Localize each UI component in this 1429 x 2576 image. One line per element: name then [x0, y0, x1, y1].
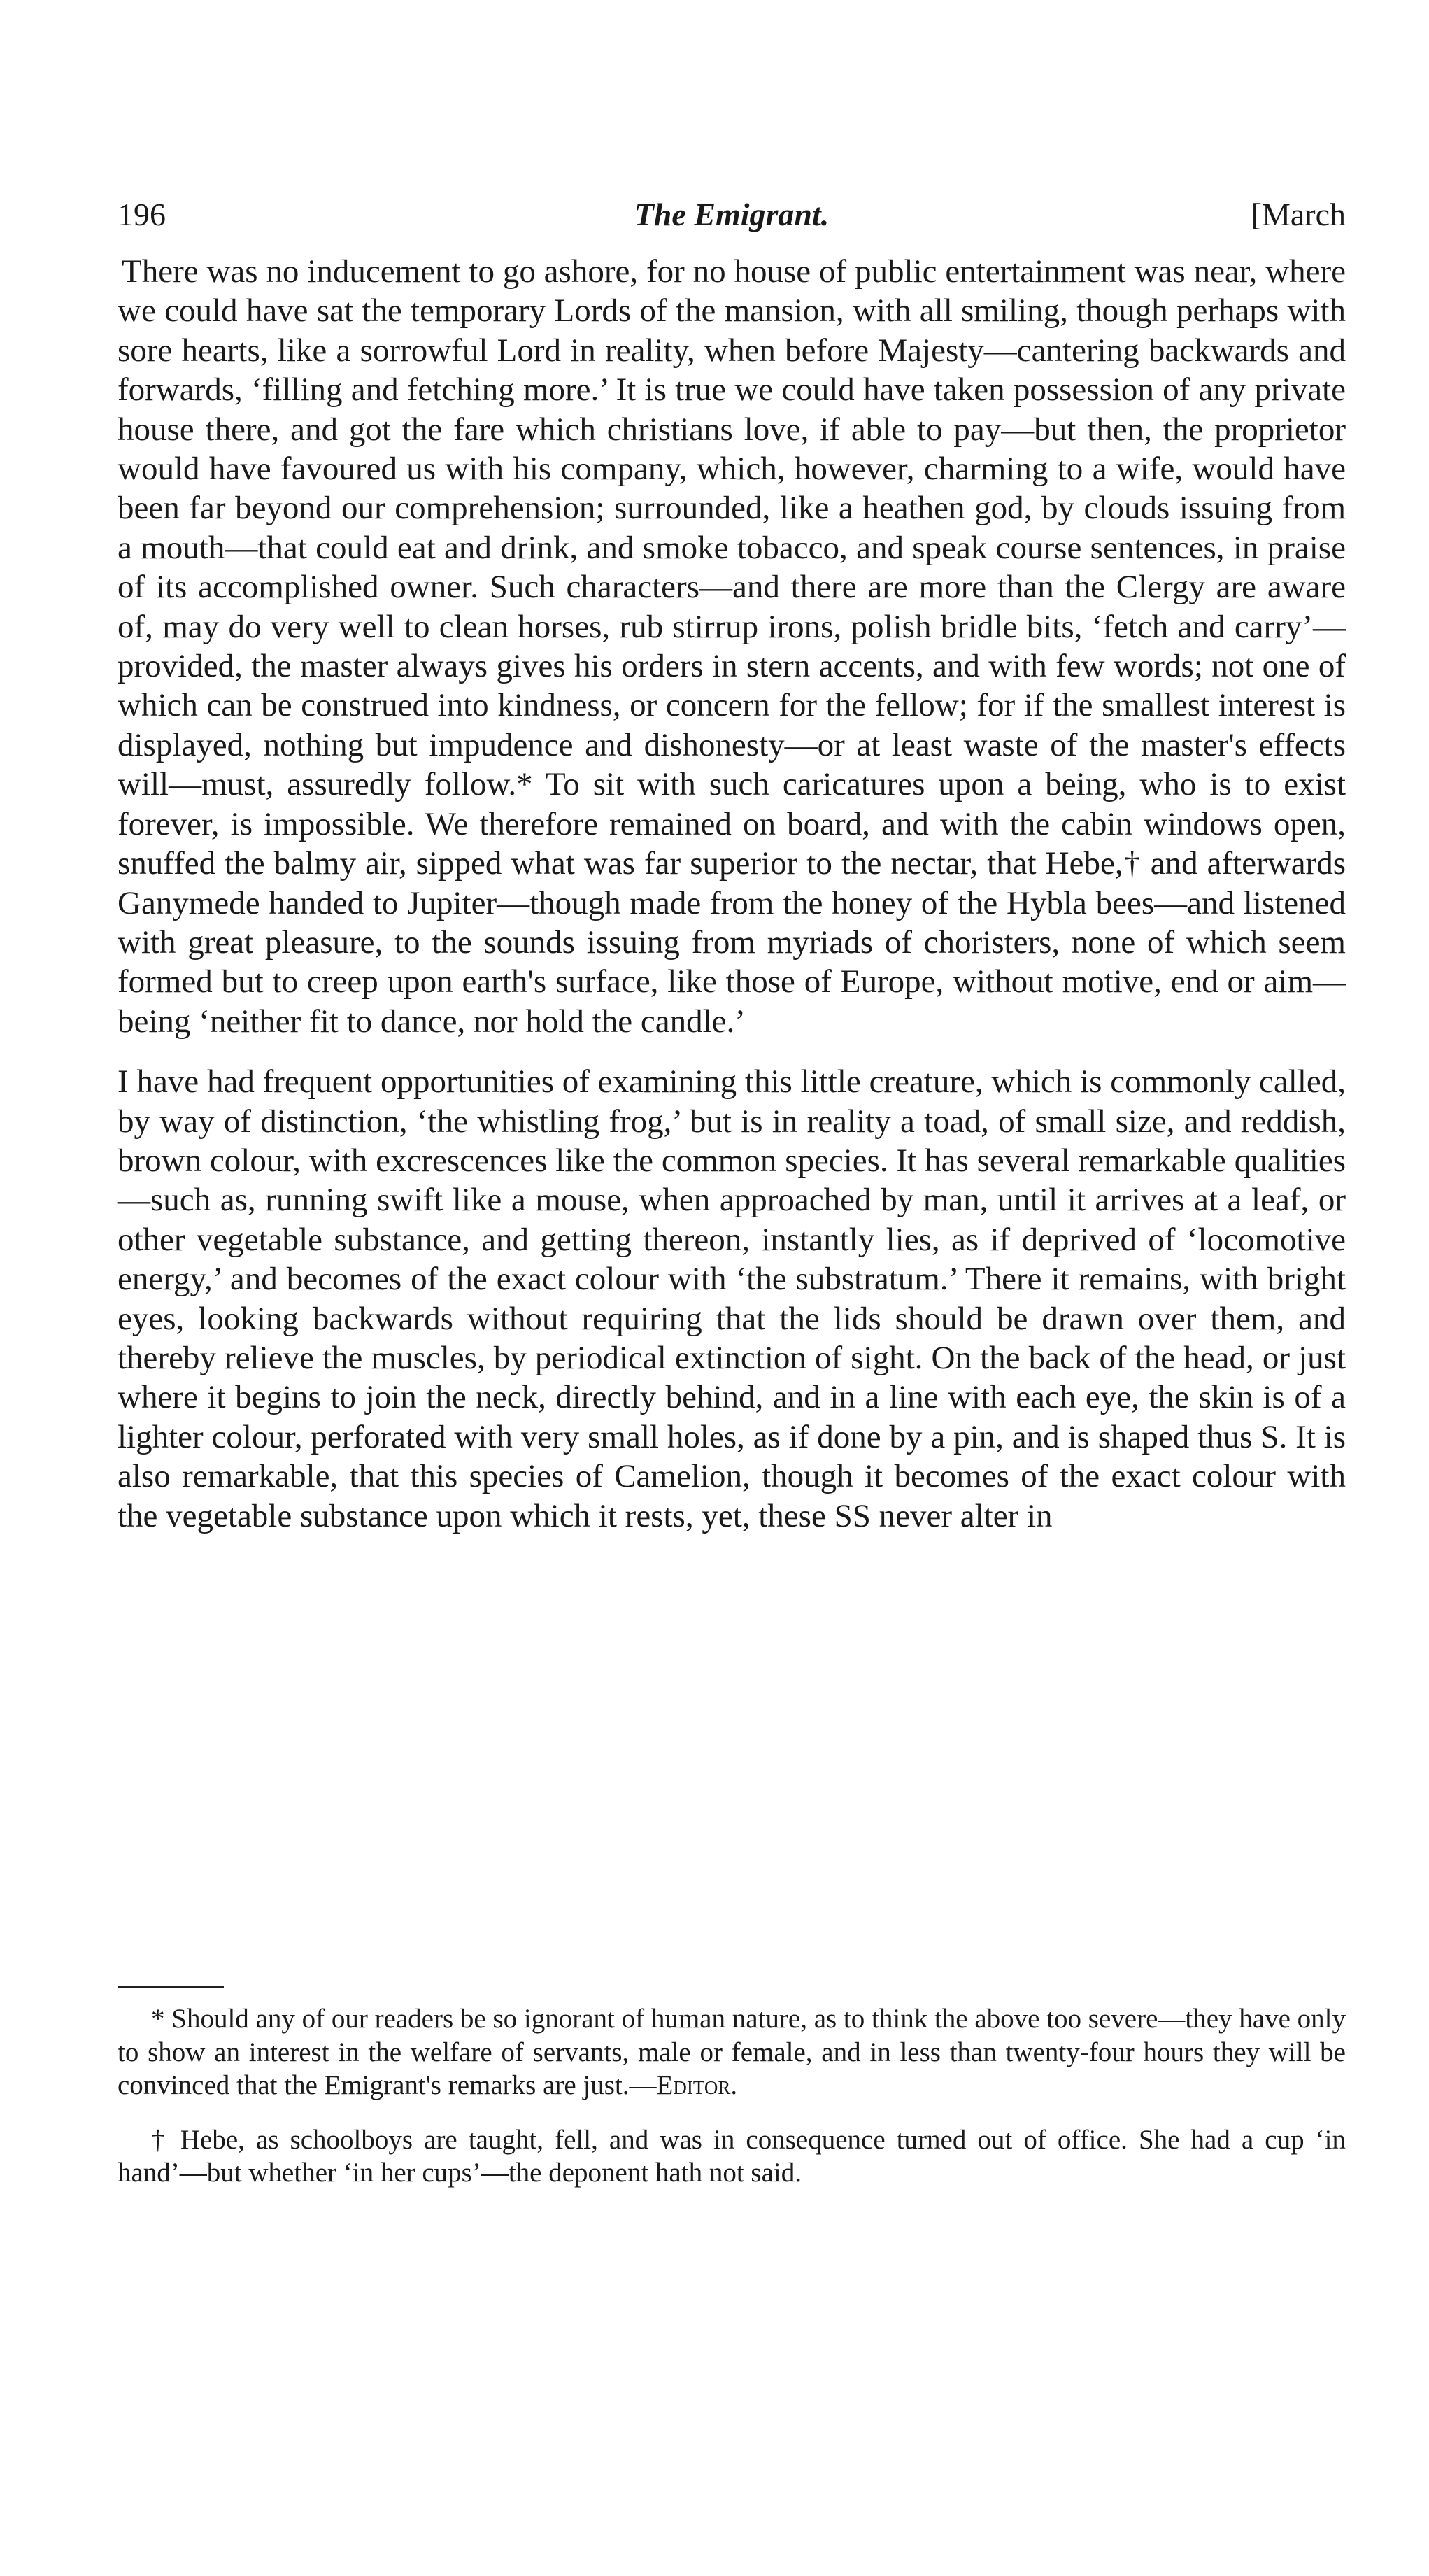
running-month: [March: [1251, 197, 1346, 232]
paragraph: There was no inducement to go ashore, for no house of public entertainment was near, where we could have sat the temporary Lords of the mansion, with all smiling, though perhaps with sore hearts, like a sorrowful Lord in reality, when before Majesty—cantering backwards and forwards, ‘filling and fetching more.’ It is true we could have taken possession of any private house there, and got the fare which christians love, if able to pay—but then, the proprietor would have favoured us with his company, which, however, charming to a wife, would have been far beyond our comprehension; surrounded, like a heathen god, by clouds issuing from a mouth—that could eat and drink, and smoke tobacco, and speak course sentences, in praise of its accomplished owner. Such characters—and there are more than the Clergy are aware of, may do very well to clean horses, rub stirrup irons, polish bridle bits, ‘fetch and carry’—provided, the master always gives his orders in stern accents, and with few words; not one of which can be construed into kindness, or concern for the fellow; for if the smallest interest is displayed, nothing but impudence and dishonesty—or at least waste of the master's effects will—must, assuredly follow.* To sit with such caricatures upon a being, who is to exist forever, is impossible. We therefore remained on board, and with the cabin windows open, snuffed the balmy air, sipped what was far superior to the nectar, that Hebe,† and afterwards Ganymede handed to Jupiter—though made from the honey of the Hybla bees—and listened with great pleasure, to the sounds issuing from myriads of choristers, none of which seem formed but to creep upon earth's surface, like those of Europe, without motive, end or aim—being ‘neither fit to dance, nor hold the candle.’: [118, 253, 1346, 1040]
paragraph: I have had frequent opportunities of examining this little creature, which is commonly called, by way of distinction, ‘the whistling frog,’ but is in reality a toad, of small size, and reddish, brown colour, with excrescences like the common species. It has several remarkable qualities—such as, running swift like a mouse, when approached by man, until it arrives at a leaf, or other vegetable substance, and getting thereon, instantly lies, as if deprived of ‘locomotive energy,’ and becomes of the exact colour with ‘the substratum.’ There it remains, with bright eyes, looking backwards without requiring that the lids should be drawn over them, and thereby relieve the muscles, by periodical extinction of sight. On the back of the head, or just where it begins to join the neck, directly behind, and in a line with each eye, the skin is of a lighter colour, perforated with very small holes, as if done by a pin, and is shaped thus S. It is also remarkable, that this species of Camelion, though it becomes of the exact colour with the vegetable substance upon which it rests, yet, these SS never alter in: [118, 1063, 1346, 1534]
footnote-text: * Should any of our readers be so ignorant of human nature, as to think the above too severe—they have only to show an interest in the welfare of servants, male or female, and in less than twenty-four hours they will be convinced that the Emigrant's remarks are just.—: [118, 2004, 1346, 2100]
footnote-hebe: † Hebe, as schoolboys are taught, fell, and was in consequence turned out of office. She had a cup ‘in hand’—but whether ‘in her cups’—the deponent hath not said.: [118, 2124, 1346, 2188]
footnote-divider: [118, 1986, 224, 1988]
main-text: [118, 252, 1346, 1536]
footnote-editor: [118, 2002, 1346, 2102]
footnotes: [118, 2002, 1346, 2190]
running-title: The Emigrant.: [634, 197, 830, 232]
footnote-signature: Editor.: [656, 2070, 738, 2100]
page-number: 196: [118, 197, 166, 232]
running-header: [118, 190, 1346, 239]
